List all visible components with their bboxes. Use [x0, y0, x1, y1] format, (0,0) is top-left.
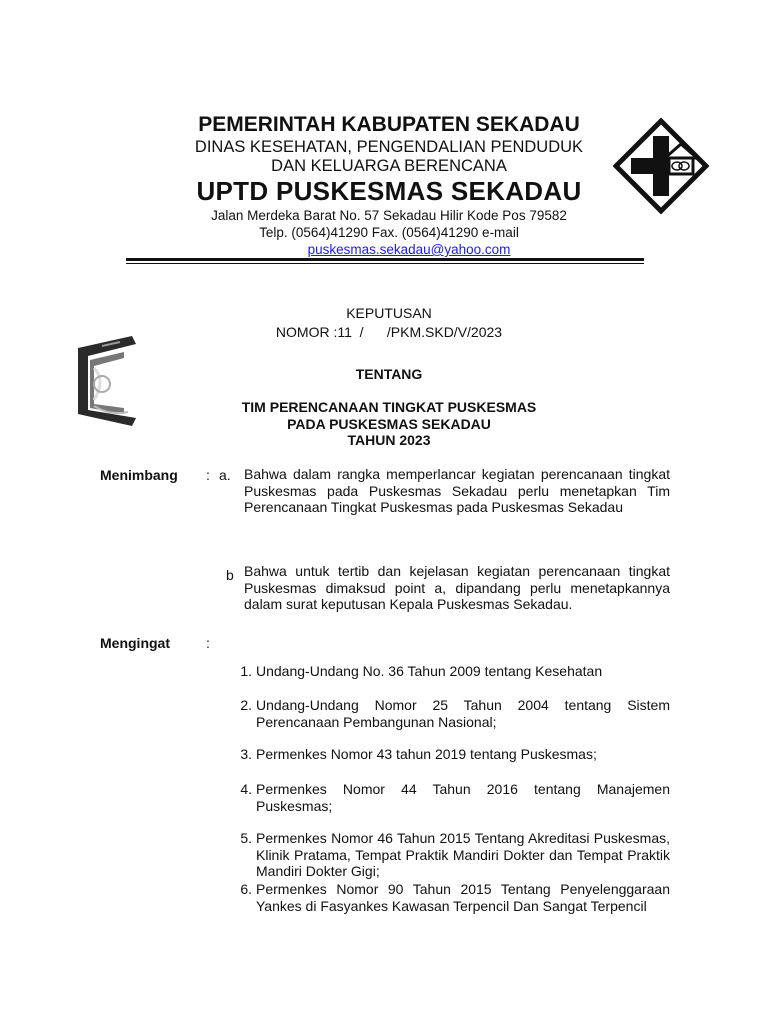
header-phone: Telp. (0564)41290 Fax. (0564)41290 e-mail — [259, 225, 519, 240]
header-address-block — [150, 207, 628, 258]
title-subject — [150, 399, 628, 449]
header-government: PEMERINTAH KABUPATEN SEKADAU — [198, 113, 580, 136]
regency-emblem-icon — [72, 334, 140, 428]
mengingat-item-2-marker: 2. — [240, 697, 252, 713]
mengingat-item-3-marker: 3. — [240, 746, 252, 762]
mengingat-item-6-text: Permenkes Nomor 90 Tahun 2015 Tentang Penyelenggaraan Yankes di Fasyankes Kawasan Terpencil Dan Sangat Terpencil — [256, 881, 670, 914]
menimbang-label: Menimbang — [100, 467, 178, 483]
title-subject-line3: TAHUN 2023 — [347, 432, 431, 448]
header-address: Jalan Merdeka Barat No. 57 Sekadau Hilir Kode Pos 79582 — [211, 208, 567, 223]
menimbang-item-b-marker: b — [226, 567, 234, 583]
menimbang-item-b-text: Bahwa untuk tertib dan kejelasan kegiatan perencanaan tingkat Puskesmas dimaksud point a, dipandang perlu menetapkannya dalam surat keputusan Kepala Puskesmas Sekadau. — [244, 563, 670, 613]
mengingat-item-2-text: Undang-Undang Nomor 25 Tahun 2004 tentang Sistem Perencanaan Pembangunan Nasional; — [256, 697, 670, 730]
header-department-line1: DINAS KESEHATAN, PENGENDALIAN PENDUDUK — [194, 138, 584, 156]
menimbang-item-a-text: Bahwa dalam rangka memperlancar kegiatan perencanaan tingkat Puskesmas pada Puskesmas Sekadau perlu menetapkan Tim Perencanaan Tingkat Puskesmas pada Puskesmas Sekadau — [244, 466, 670, 516]
title-subject-line2: PADA PUSKESMAS SEKADAU — [287, 415, 491, 432]
header-department-line2: DAN KELUARGA BERENCANA — [271, 157, 507, 175]
mengingat-item-3-text: Permenkes Nomor 43 tahun 2019 tentang Puskesmas; — [256, 746, 597, 762]
menimbang-item-a-marker: a. — [219, 467, 231, 483]
title-tentang: TENTANG — [355, 366, 423, 382]
mengingat-item-4-text: Permenkes Nomor 44 Tahun 2016 tentang Manajemen Puskesmas; — [256, 781, 670, 814]
puskesmas-logo-icon — [613, 118, 709, 214]
header-rule-thick — [126, 258, 644, 261]
header-department — [150, 138, 628, 176]
menimbang-colon: : — [206, 467, 210, 483]
mengingat-item-5-marker: 5. — [240, 830, 252, 846]
title-subject-line1: TIM PERENCANAAN TINGKAT PUSKESMAS — [241, 399, 537, 415]
header-rule-thin — [126, 263, 644, 264]
mengingat-item-6-marker: 6. — [240, 881, 252, 897]
mengingat-item-4-marker: 4. — [240, 781, 252, 797]
mengingat-item-5-text: Permenkes Nomor 46 Tahun 2015 Tentang Akreditasi Puskesmas, Klinik Pratama, Tempat Praktik Mandiri Dokter dan Tempat Praktik Mandiri Dokter Gigi; — [256, 830, 670, 880]
mengingat-colon: : — [206, 635, 210, 651]
mengingat-item-1-marker: 1. — [240, 663, 252, 679]
mengingat-item-1-text: Undang-Undang No. 36 Tahun 2009 tentang Kesehatan — [256, 663, 603, 679]
title-nomor: NOMOR :11 / /PKM.SKD/V/2023 — [275, 324, 503, 340]
header-puskesmas: UPTD PUSKESMAS SEKADAU — [196, 176, 582, 206]
header-email-link[interactable]: puskesmas.sekadau@yahoo.com — [307, 242, 511, 257]
mengingat-label: Mengingat — [100, 635, 170, 651]
title-keputusan: KEPUTUSAN — [346, 305, 432, 321]
